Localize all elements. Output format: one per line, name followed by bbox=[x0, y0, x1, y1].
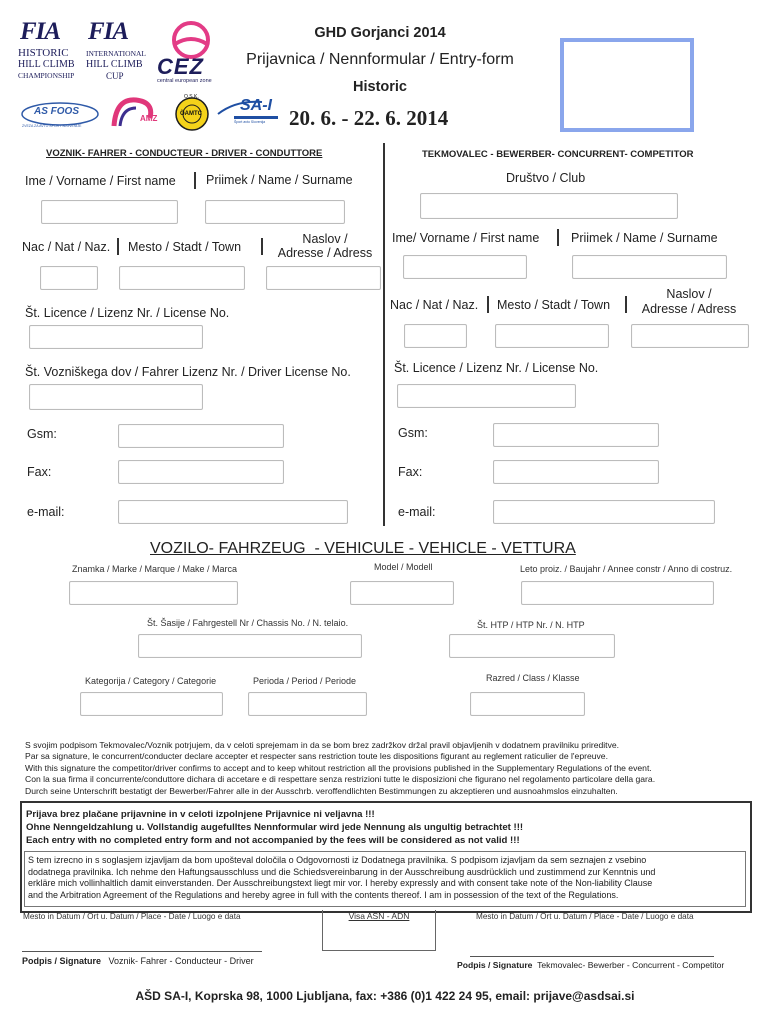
competitor-email-field[interactable] bbox=[493, 500, 715, 524]
oamtc-logo bbox=[174, 94, 210, 132]
declaration-line: Par sa signature, le concurrent/conducter declare accepter et respecter sans restriction toute les dispositions figurant au reglement raticulier de l'epreuve. bbox=[25, 751, 608, 762]
divider bbox=[557, 229, 559, 246]
cez-subtitle: central european zone bbox=[157, 78, 212, 84]
oamtc-text: ÖAMTC bbox=[180, 111, 202, 117]
declaration-line: Durch seine Unterschrift bestatigt der Bewerber/Fahrer alle in der Ausschrb. veroffendlichten Bestimmungen zu akzeptieren und ausnoahmslos einzuhalten. bbox=[25, 785, 618, 796]
photo-box[interactable] bbox=[560, 38, 694, 132]
oamtc-top-text: O.S.K. bbox=[184, 94, 199, 100]
place-date-left-label: Mesto in Datum / Ort u. Datum / Place - Date / Luogo e data bbox=[23, 912, 241, 921]
declaration-text bbox=[25, 740, 750, 797]
competitor-town-label: Mesto / Stadt / Town bbox=[497, 298, 611, 312]
event-title: GHD Gorjanci 2014 bbox=[314, 25, 446, 41]
divider bbox=[487, 296, 489, 313]
declaration-line: With this signature the competitor/driver confirms to accept and to keep whitout restriction all the provisions published in the Supplementary Regulations of the event. bbox=[25, 762, 652, 773]
warning-text bbox=[26, 808, 523, 847]
competitor-fax-label: Fax: bbox=[398, 465, 423, 479]
liability-line: erkläre mich vollinhaltlich damit einverstanden. Der Ausschreibungstext liegt mir vor. I hereby expressly and with consent take note of the Non-liability Clause bbox=[28, 878, 653, 888]
vehicle-category-label: Kategorija / Category / Categorie bbox=[85, 676, 217, 686]
signature-left-label: Podpis / Signature bbox=[22, 956, 102, 966]
driver-town-field[interactable] bbox=[119, 266, 245, 290]
asfoos-subtitle: ZVEZA ZA AVTO SPORT SLOVENIJE bbox=[22, 124, 82, 128]
signature-right-label: Podpis / Signature bbox=[457, 960, 533, 970]
vehicle-model-field[interactable] bbox=[350, 581, 454, 605]
sai-text: SA-I bbox=[240, 97, 272, 114]
competitor-licence-field[interactable] bbox=[397, 384, 576, 408]
vehicle-category-field[interactable] bbox=[80, 692, 223, 716]
vehicle-model-label: Model / Modell bbox=[374, 562, 433, 572]
fia-mark-2: FIA bbox=[88, 18, 129, 45]
visa-label: Visa ASN - ADN bbox=[348, 911, 410, 921]
competitor-club-field[interactable] bbox=[420, 193, 678, 219]
competitor-address-label-2: Adresse / Adress bbox=[641, 302, 737, 316]
driver-gsm-field[interactable] bbox=[118, 424, 284, 448]
liability-box bbox=[24, 851, 746, 907]
competitor-address-field[interactable] bbox=[631, 324, 749, 348]
declaration-line: Con la sua firma il concurrente/conduttore dichara di accetare e di respettare senza restrizioni tutte le disposizioni che figurano nel regolamento particolare della gara. bbox=[25, 774, 656, 785]
divider bbox=[261, 238, 263, 255]
amz-logo bbox=[110, 96, 160, 132]
vehicle-heading: VOZILO- FAHRZEUG - VEHICULE - VEHICLE - VETTURA bbox=[150, 540, 576, 557]
liability-text bbox=[28, 855, 655, 901]
amz-text: AMZ bbox=[140, 114, 158, 123]
vehicle-chassis-label: Št. Šasije / Fahrgestell Nr / Chassis No. / N. telaio. bbox=[147, 618, 349, 628]
competitor-nat-field[interactable] bbox=[404, 324, 467, 348]
fia-cup-logo bbox=[84, 18, 150, 82]
vehicle-year-label: Leto proiz. / Baujahr / Annee constr / Anno di costruz. bbox=[520, 564, 733, 574]
competitor-surname-field[interactable] bbox=[572, 255, 727, 279]
competitor-gsm-field[interactable] bbox=[493, 423, 659, 447]
vehicle-chassis-field[interactable] bbox=[138, 634, 362, 658]
vehicle-year-field[interactable] bbox=[521, 581, 714, 605]
footer-address: AŠD SA-I, Koprska 98, 1000 Ljubljana, fax: +386 (0)1 422 24 95, email: prijave@asdsai.si bbox=[135, 989, 635, 1003]
fia-hillclimb-cup-text: HILL CLIMB bbox=[86, 59, 143, 70]
driver-driving-licence-field[interactable] bbox=[29, 384, 203, 410]
driver-nat-label: Nac / Nat / Naz. bbox=[22, 240, 111, 254]
event-dates: 20. 6. - 22. 6. 2014 bbox=[289, 106, 449, 130]
driver-heading: VOZNIK- FAHRER - CONDUCTEUR - DRIVER - CONDUTTORE bbox=[46, 148, 323, 159]
fia-international-text: INTERNATIONAL bbox=[86, 49, 146, 58]
competitor-town-field[interactable] bbox=[495, 324, 609, 348]
asfoos-logo bbox=[20, 100, 100, 130]
driver-fax-label: Fax: bbox=[27, 465, 52, 479]
place-date-right-label: Mesto in Datum / Ort u. Datum / Place - Date / Luogo e data bbox=[476, 912, 694, 921]
asfoos-text: AS FOOS bbox=[34, 106, 80, 117]
fia-cup-text: CUP bbox=[106, 71, 124, 81]
competitor-surname-label: Priimek / Name / Surname bbox=[571, 231, 718, 245]
sai-subtitle: Šport avto Slovenija bbox=[234, 120, 266, 124]
signature-right bbox=[457, 960, 724, 970]
driver-email-label: e-mail: bbox=[27, 505, 65, 519]
driver-gsm-label: Gsm: bbox=[27, 427, 57, 441]
driver-surname-field[interactable] bbox=[205, 200, 345, 224]
fia-mark: FIA bbox=[20, 18, 61, 45]
divider bbox=[625, 296, 627, 313]
divider bbox=[117, 238, 119, 255]
driver-nat-field[interactable] bbox=[40, 266, 98, 290]
liability-line: S tem izrecno in s soglasjem izjavljam da bom upošteval določila o Odgovornosti iz Dodatnega pravilnika. S podpisom izjavljam da sem seznajen z vsebino bbox=[28, 855, 647, 865]
warning-line: Ohne Nenngeldzahlung u. Vollstandig augefulltes Nennformular wird jede Nennung als ungultig betrachtet !!! bbox=[26, 822, 524, 833]
competitor-first-name-label: Ime/ Vorname / First name bbox=[392, 231, 540, 245]
visa-box[interactable] bbox=[322, 910, 436, 951]
vehicle-htp-label: Št. HTP / HTP Nr. / N. HTP bbox=[477, 620, 585, 630]
cez-mark: CEZ bbox=[157, 54, 204, 79]
vehicle-period-field[interactable] bbox=[248, 692, 367, 716]
declaration-line: S svojim podpisom Tekmovalec/Voznik potrjujem, da v celoti sprejemam in da se bom brez zadržkov držal pravil objavljenih v dodatnem pravilniku prireditve. bbox=[25, 740, 620, 750]
competitor-nat-label: Nac / Nat / Naz. bbox=[390, 298, 479, 312]
competitor-club-label: Društvo / Club bbox=[506, 171, 586, 185]
vehicle-htp-field[interactable] bbox=[449, 634, 615, 658]
competitor-email-label: e-mail: bbox=[398, 505, 436, 519]
driver-licence-field[interactable] bbox=[29, 325, 203, 349]
competitor-licence-label: Št. Licence / Lizenz Nr. / License No. bbox=[394, 361, 599, 375]
driver-surname-label: Priimek / Name / Surname bbox=[206, 173, 353, 187]
fia-historic-logo bbox=[18, 18, 82, 82]
competitor-first-name-field[interactable] bbox=[403, 255, 527, 279]
column-divider bbox=[383, 143, 385, 526]
signature-right-role: Tekmovalec- Bewerber - Concurrent - Competitor bbox=[537, 960, 725, 970]
signature-left bbox=[22, 956, 254, 966]
sai-logo bbox=[216, 96, 284, 126]
driver-first-name-field[interactable] bbox=[41, 200, 178, 224]
warning-box bbox=[20, 801, 752, 913]
warning-line: Prijava brez plačane prijavnine in v celoti izpolnjene Prijavnice ni veljavna !!! bbox=[26, 809, 375, 820]
category-title: Historic bbox=[353, 79, 407, 95]
liability-line: dodatnega pravilnika. Ich nehme den Haftungsausschluss und die Schiedsvereinbarung in der Ausschreibung ausdrücklich und zustimmend zur Kenntnis und bbox=[28, 866, 656, 877]
vehicle-class-label: Razred / Class / Klasse bbox=[486, 673, 580, 683]
fia-championship-text: CHAMPIONSHIP bbox=[18, 71, 75, 80]
warning-line: Each entry with no completed entry form and not accompanied by the fees will be considered as not valid !!! bbox=[26, 835, 520, 846]
vehicle-period-label: Perioda / Period / Periode bbox=[253, 676, 357, 686]
signature-line-right[interactable] bbox=[470, 956, 714, 957]
signature-left-role: Voznik- Fahrer - Conducteur - Driver bbox=[108, 956, 254, 966]
driver-email-field[interactable] bbox=[118, 500, 348, 524]
competitor-heading: TEKMOVALEC - BEWERBER- CONCURRENT- COMPETITOR bbox=[422, 149, 694, 160]
driver-address-label-1: Naslov / bbox=[302, 232, 348, 246]
fia-hillclimb-text: HILL CLIMB bbox=[18, 59, 75, 70]
driver-fax-field[interactable] bbox=[118, 460, 284, 484]
vehicle-class-field[interactable] bbox=[470, 692, 585, 716]
divider bbox=[194, 172, 196, 189]
driver-address-field[interactable] bbox=[266, 266, 381, 290]
vehicle-make-label: Znamka / Marke / Marque / Make / Marca bbox=[72, 564, 238, 574]
signature-line-left[interactable] bbox=[22, 951, 262, 952]
driver-licence-label: Št. Licence / Lizenz Nr. / License No. bbox=[25, 306, 230, 320]
competitor-address-label-1: Naslov / bbox=[666, 287, 712, 301]
fia-historic-text: HISTORIC bbox=[18, 47, 69, 59]
driver-first-name-label: Ime / Vorname / First name bbox=[25, 174, 176, 188]
driver-driving-licence-label: Št. Vozniškega dov / Fahrer Lizenz Nr. / Driver License No. bbox=[25, 365, 351, 379]
form-title: Prijavnica / Nennformular / Entry-form bbox=[246, 51, 514, 68]
competitor-fax-field[interactable] bbox=[493, 460, 659, 484]
driver-town-label: Mesto / Stadt / Town bbox=[128, 240, 242, 254]
liability-line: and the Arbitration Agreement of the Regulations and hereby agree in full with the contents thereof. I am in possession of the text of the Regulations. bbox=[28, 889, 619, 900]
driver-address-label-2: Adresse / Adress bbox=[277, 246, 373, 260]
competitor-gsm-label: Gsm: bbox=[398, 426, 428, 440]
vehicle-make-field[interactable] bbox=[69, 581, 238, 605]
